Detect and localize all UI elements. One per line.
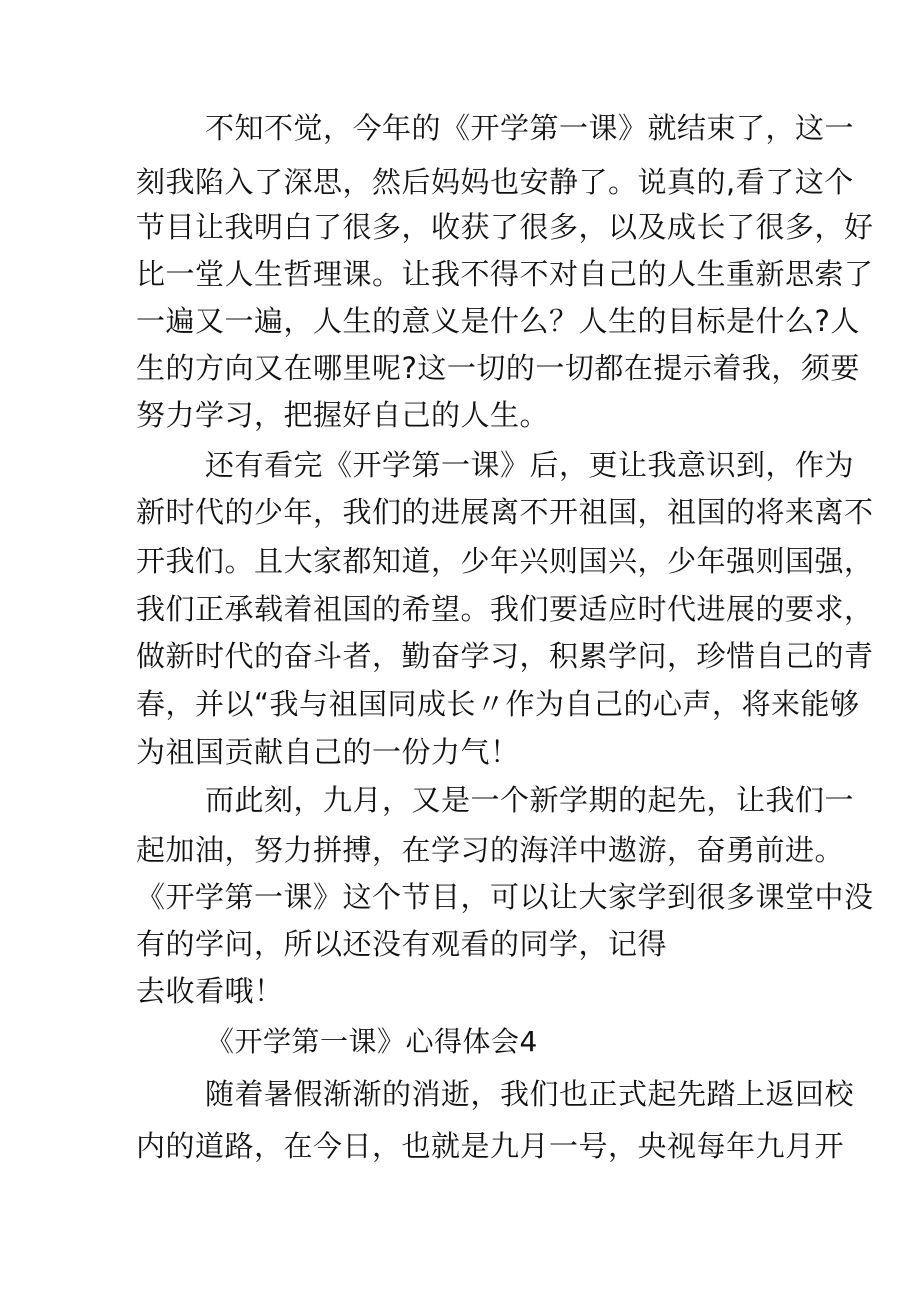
text-line: 《开学第一课》这个节目，可以让大家学到很多课堂中没 bbox=[136, 880, 874, 914]
text-line: 不知不觉，今年的《开学第一课》就结束了，这一 bbox=[205, 111, 855, 145]
text-line: 努力学习，把握好自己的人生。 bbox=[136, 398, 550, 432]
text-line: 内的道路，在今日，也就是九月一号，央视每年九月开 bbox=[136, 1129, 845, 1163]
text-line: 起加油，努力拼搏，在学习的海洋中遨游，奋勇前进。 bbox=[136, 833, 845, 867]
text-line: 而此刻，九月，又是一个新学期的起先，让我们一 bbox=[205, 783, 855, 817]
text-line: 比一堂人生哲理课。让我不得不对自己的人生重新思索了 bbox=[136, 257, 874, 291]
text-line: 开我们。且大家都知道，少年兴则国兴，少年强则国强， bbox=[136, 544, 874, 578]
text-line: 随着暑假渐渐的消逝，我们也正式起先踏上返回校 bbox=[205, 1077, 855, 1111]
text-line: 刻我陷入了深思，然后妈妈也安静了。说真的,看了这个 bbox=[136, 165, 854, 199]
text-line: 我们正承载着祖国的希望。我们要适应时代进展的要求， bbox=[136, 592, 874, 626]
text-line: 去收看哦！ bbox=[136, 974, 284, 1008]
text-line: 新时代的少年，我们的进展离不开祖国，祖国的将来离不 bbox=[136, 495, 874, 529]
text-line: 春，并以“我与祖国同成长〃作为自己的心声，将来能够 bbox=[136, 687, 860, 721]
text-line: 有的学问，所以还没有观看的同学，记得 bbox=[136, 927, 668, 961]
text-line: 做新时代的奋斗者，勤奋学习，积累学问，珍惜自己的青 bbox=[136, 639, 874, 673]
text-line: 生的方向又在哪里呢?这一切的一切都在提示着我，须要 bbox=[136, 351, 860, 385]
text-line: 一遍又一遍，人生的意义是什么？人生的目标是什么?人 bbox=[136, 304, 860, 338]
text-line: 节目让我明白了很多，收获了很多，以及成长了很多，好 bbox=[136, 210, 874, 244]
section-heading: 《开学第一课》心得体会4 bbox=[206, 1025, 538, 1058]
text-line: 为祖国贡献自己的一份力气！ bbox=[136, 735, 520, 769]
text-line: 还有看完《开学第一课》后，更让我意识到，作为 bbox=[205, 448, 855, 482]
